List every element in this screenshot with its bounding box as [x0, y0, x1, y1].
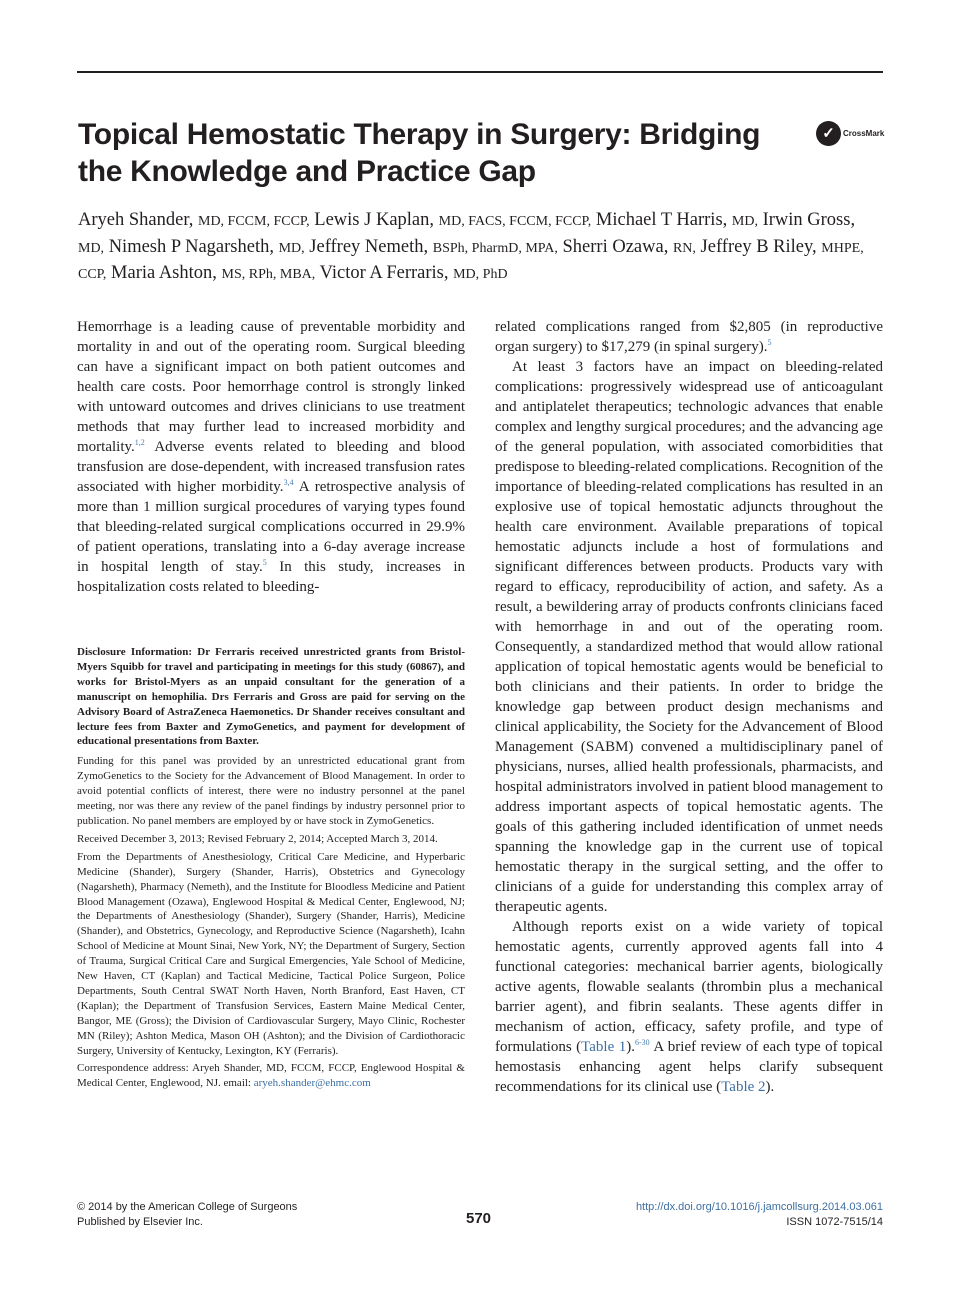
front-matter-notes: [77, 645, 465, 1094]
author-credentials: MS, RPh, MBA,: [221, 267, 316, 282]
author-list: [78, 208, 884, 288]
doi-link[interactable]: http://dx.doi.org/10.1016/j.jamcollsurg.2014.03.061: [635, 1201, 883, 1213]
email-link[interactable]: aryeh.shander@ehmc.com: [253, 1077, 371, 1090]
author-name: Jeffrey Nemeth,: [309, 236, 429, 257]
author-credentials: MD, PhD: [453, 267, 508, 282]
body-text: Hemorrhage is a leading cause of preventable morbidity and mortality in and out of the operating room. Surgical bleeding can have a significant impact on both patient outcomes and health care costs. Poor hemorrhage control is strongly linked with untoward outcomes and drives clinicians to use treatment methods that may further lead to increased morbidity and mortality.: [77, 319, 465, 455]
author-credentials: MD,: [731, 214, 758, 229]
table-2-link[interactable]: Table 2: [721, 1079, 766, 1095]
publisher-line: Published by Elsevier Inc.: [77, 1216, 203, 1228]
citation-ref[interactable]: 5: [767, 338, 772, 347]
author-credentials: MD, FACS, FCCM, FCCP,: [438, 214, 592, 229]
body-paragraph: [495, 317, 883, 357]
body-paragraph: [77, 317, 465, 597]
footer-right: [636, 1200, 883, 1230]
author-name: Jeffrey B Riley,: [700, 236, 817, 257]
citation-ref[interactable]: 1,2: [134, 438, 145, 447]
citation-ref[interactable]: 5: [262, 558, 267, 567]
author-credentials: BSPh, PharmD, MPA,: [432, 240, 558, 256]
body-text: Adverse events related to bleeding and blood transfusion are dose-dependent, with increased transfusion rates associated with higher morbidity.: [77, 439, 465, 495]
author-name: Maria Ashton,: [111, 263, 217, 283]
body-paragraph: At least 3 factors have an impact on bleeding-related complications: progressively widespread use of anticoagulant and antiplatelet therapeutics; technologic advances that enable complex and lengthy surgical procedures; and the advancing age of the general population, with associated comorbidities that predispose to bleeding-related complications. Recognition of the importance of bleeding-related complications has resulted in an explosive use of topical hemostatic adjuncts throughout the health care environment. Available preparations of topical hemostatic adjuncts include a host of formulations and significant differences between products. Products vary with regard to efficacy, reproducibility of action, and safety. As a result, a bewildering array of products confronts clinicians faced with hemorrhage in and out of the operating room. Consequently, a standardized method that would allow rational application of topical hemostatic agents would be beneficial to both clinicians and their patients. In order to bridge the knowledge gap between product design mechanisms and clinical applicability, the Society for the Advancement of Blood Management (SABM) convened a multidisciplinary panel of physicians, nurses, allied health professionals, pharmacists, and hospital administrators involved in patient blood management to address important aspects of topical hemostatic agents. The goals of this gathering included identification of unmet needs spanning the knowledge gap in the current use of topical hemostatic therapy in the surgical setting, and the offer to clinicians of a guide for understanding this complex array of therapeutic agents.: [495, 359, 883, 915]
top-rule: [77, 71, 883, 73]
citation-ref[interactable]: 3,4: [283, 478, 294, 487]
body-text: related complications ranged from $2,805 (in reproductive organ surgery) to $17,279 (in spinal surgery).: [495, 319, 883, 355]
correspondence-note: [77, 1061, 465, 1091]
funding-note: Funding for this panel was provided by an unrestricted educational grant from ZymoGenetics to the Society for the Advancement of Blood Management. In order to avoid potential conflicts of interest, there were no industry personnel at the panel meeting, nor was there any review of the panel findings by industry personnel prior to publication. No panel members are employed by or have stock in ZymoGenetics.: [77, 755, 465, 827]
crossmark-badge[interactable]: [816, 121, 884, 146]
author-name: Aryeh Shander,: [78, 210, 194, 230]
disclosure-note: Disclosure Information: Dr Ferraris received unrestricted grants from Bristol-Myers Squibb for travel and participating in meetings for this study (60867), and works for Bristol-Myers as an unpaid consultant for the generation of a manuscript on hemophilia. Drs Ferraris and Gross are paid for serving on the Advisory Board of AstraZeneca Haemonetics. Dr Shander receives consultant and lecture fees from Baxter and ZymoGenetics, and payment for development of educational presentations from Baxter.: [77, 646, 465, 748]
author-name: Michael T Harris,: [595, 210, 728, 230]
author-credentials: MD,: [278, 240, 305, 256]
page-number: 570: [466, 1210, 492, 1227]
body-paragraph: [495, 917, 883, 1097]
author-name: Nimesh P Nagarsheth,: [108, 236, 274, 257]
author-name: Irwin Gross,: [762, 210, 856, 230]
author-credentials: RN,: [672, 240, 696, 256]
body-text: Although reports exist on a wide variety of topical hemostatic agents, currently approved agents fall into 4 functional categories: mechanical barrier agents, biologically active agents, flowable sealants (thrombin plus a mechanical barrier agent), and fibrin sealants. These agents differ in mechanism of action, efficacy, safety profile, and type of formulations (: [495, 919, 883, 1055]
body-column-left: [77, 317, 465, 597]
copyright-line: © 2014 by the American College of Surgeons: [77, 1201, 298, 1213]
body-column-right: [495, 317, 883, 1097]
received-dates: Received December 3, 2013; Revised February 2, 2014; Accepted March 3, 2014.: [77, 832, 438, 845]
author-name: Victor A Ferraris,: [319, 263, 449, 283]
crossmark-icon: ✓: [816, 121, 841, 146]
table-1-link[interactable]: Table 1: [581, 1039, 627, 1055]
footer-left: [77, 1200, 297, 1230]
issn-line: ISSN 1072-7515/14: [786, 1216, 883, 1228]
author-name: Sherri Ozawa,: [562, 236, 669, 257]
body-text: ).: [765, 1079, 775, 1095]
author-credentials: MD, FCCM, FCCP,: [198, 214, 310, 229]
author-credentials: MHPE, CCP,: [78, 240, 864, 282]
citation-ref[interactable]: 6-30: [634, 1038, 650, 1047]
body-text: ).: [626, 1039, 635, 1055]
correspondence-text: Correspondence address: Aryeh Shander, MD, FCCM, FCCP, Englewood Hospital & Medical Center, Englewood, NJ. email:: [77, 1062, 465, 1090]
crossmark-label: CrossMark: [843, 129, 885, 138]
author-name: Lewis J Kaplan,: [314, 210, 435, 230]
body-text: In this study, increases in hospitalization costs related to bleeding-: [77, 559, 465, 595]
author-credentials: MD,: [78, 240, 105, 256]
body-text: A brief review of each type of topical hemostasis enhancing agent helps clarify subsequent recommendations for its clinical use (: [495, 1039, 883, 1095]
body-text: A retrospective analysis of more than 1 million surgical procedures of varying types found that bleeding-related surgical complications occurred in 29.9% of patient operations, translating into a 6-day average increase in hospital length of stay.: [77, 479, 465, 575]
article-title: Topical Hemostatic Therapy in Surgery: Bridging the Knowledge and Practice Gap: [78, 118, 761, 188]
affiliations-note: From the Departments of Anesthesiology, Critical Care Medicine, and Hyperbaric Medicine (Shander), Surgery (Shander, Harris), Obstetrics and Gynecology (Nagarsheth), Pharmacy (Nemeth), and the Institute for Bloodless Medicine and Patient Blood Management (Ozawa), Englewood Hospital & Medical Center, Englewood, NJ; the Departments of Anesthesiology (Shander), Surgery (Shander, Harris), Medicine (Shander), and Obstetrics, Gynecology, and Reproductive Science (Nagarsheth), Icahn School of Medicine at Mount Sinai, New York, NY; the Department of Surgery, Section of Trauma, Surgical Critical Care and Surgical Emergencies, Yale School of Medicine, New Haven, CT (Kaplan) and Tactical Medicine, Tactical Police Surgeon, Police Departments, South Central SWAT North Haven, North Branford, East Haven, CT (Kaplan); the Department of Transfusion Services, Eastern Maine Medical Center, Bangor, ME (Gross); the Division of Cardiovascular Surgery, Mayo Clinic, Rochester MN (Riley); Ashton Medica, Mason OH (Ashton); and the Division of Cardiothoracic Surgery, University of Kentucky, Lexington, KY (Ferraris).: [77, 850, 465, 1057]
